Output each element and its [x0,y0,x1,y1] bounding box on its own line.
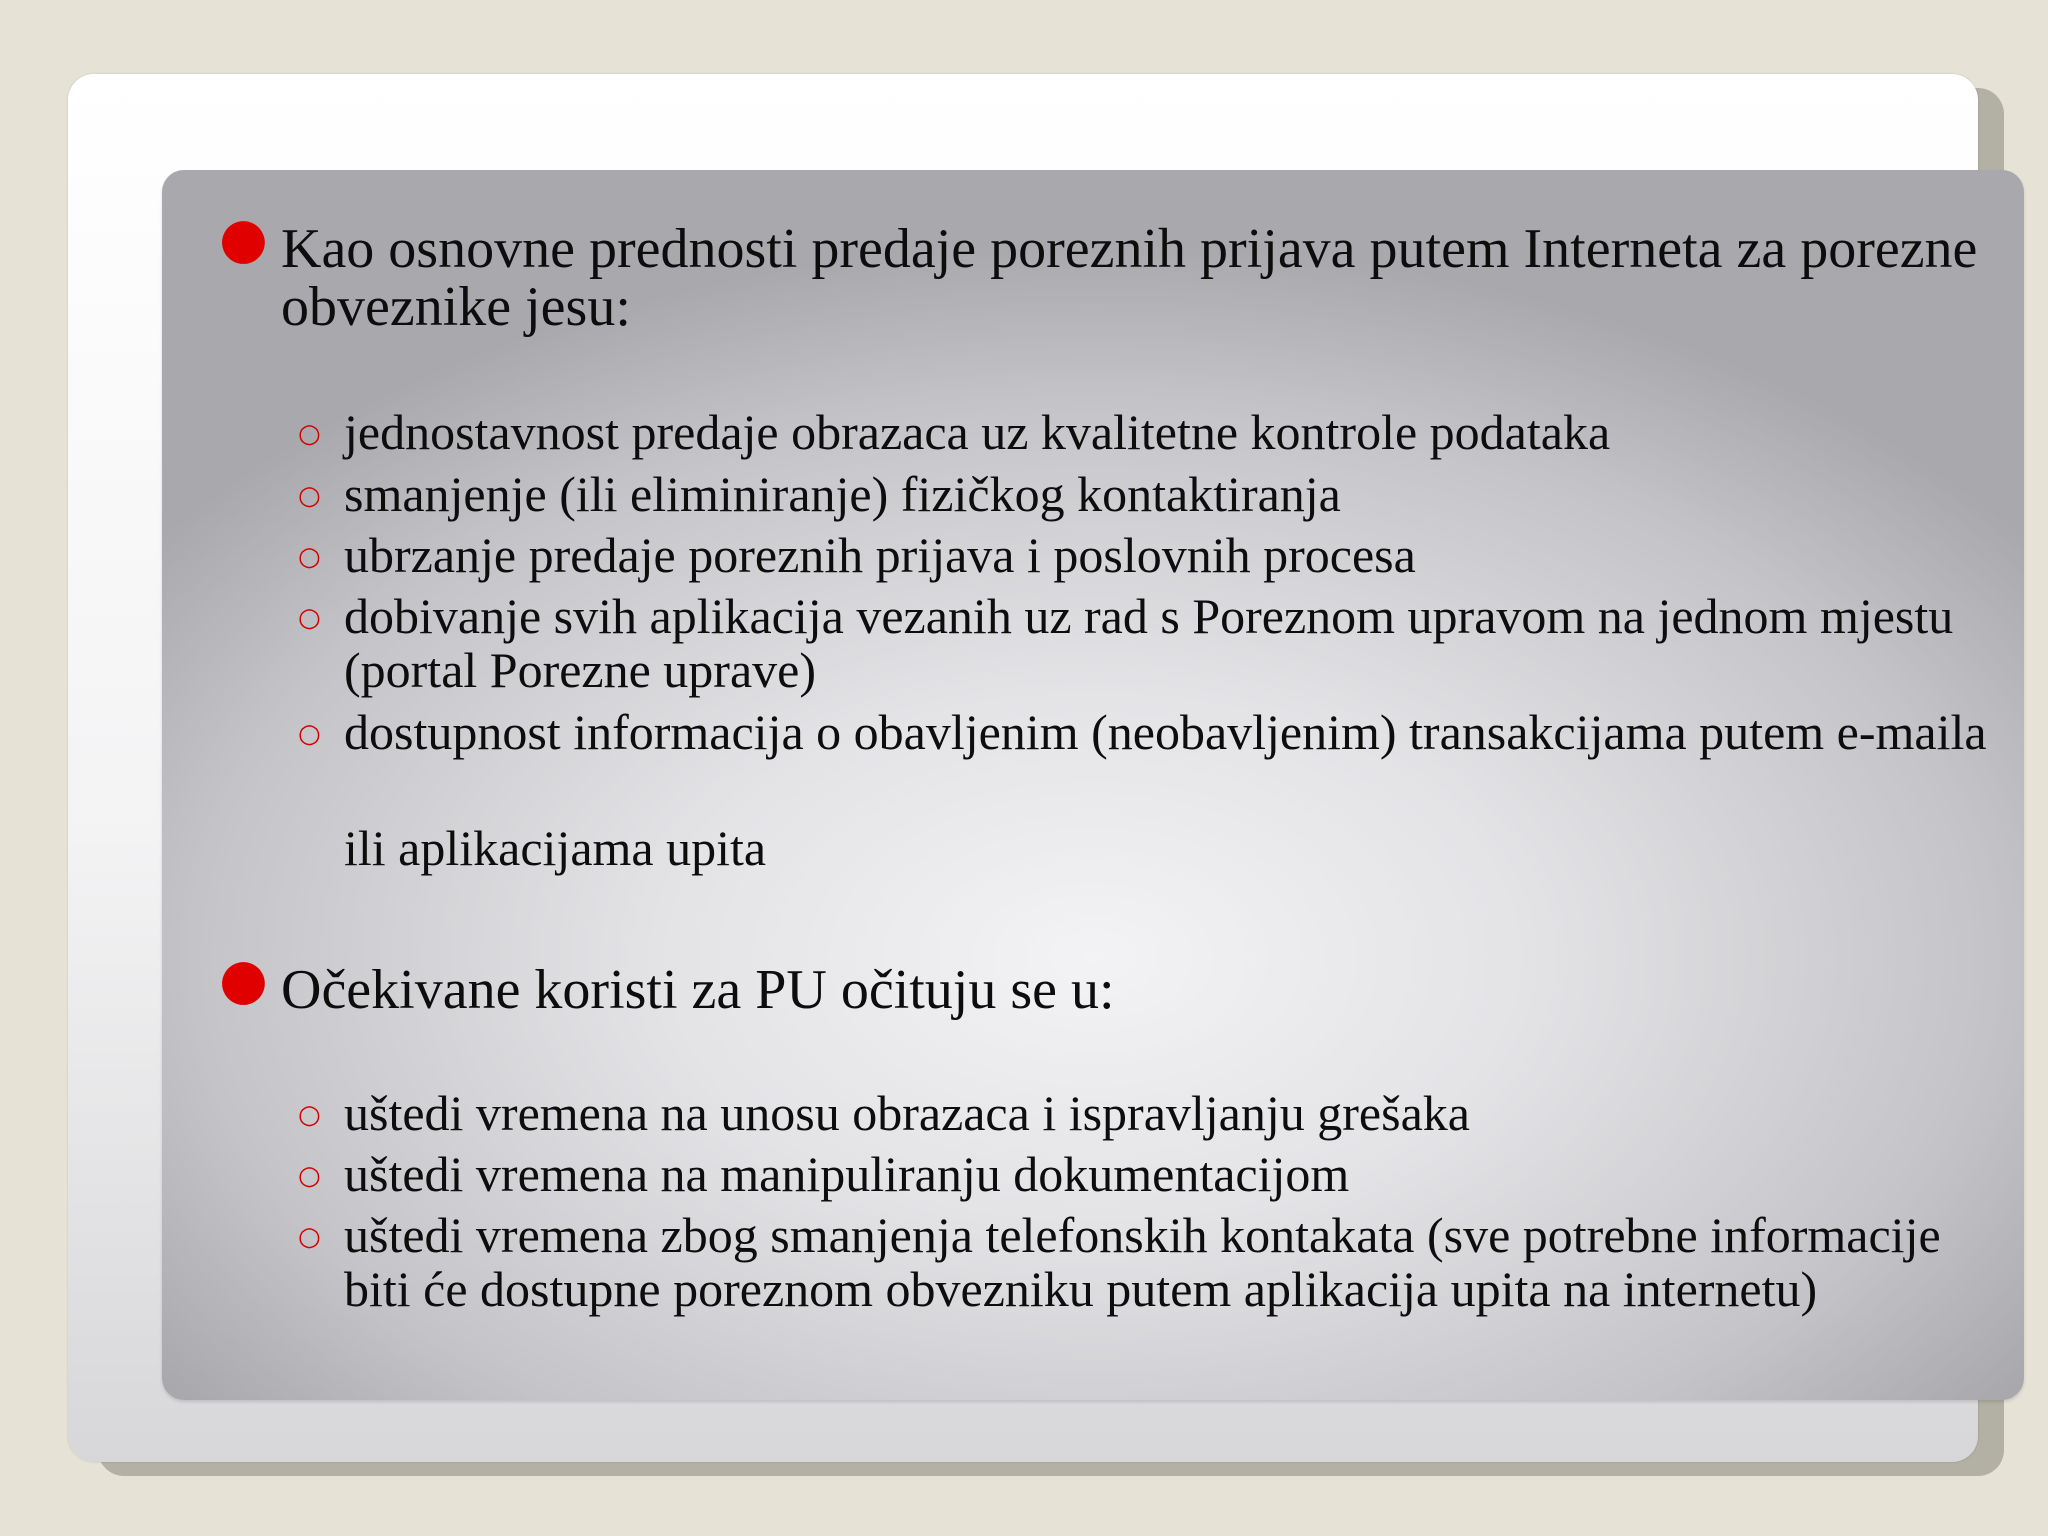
sub-bullet-item [298,1085,1994,1141]
content-panel [162,170,2024,1400]
bullet-text: ili aplikacijama upita [344,820,767,876]
bullet-dot-icon: ● [219,206,268,271]
bullet-list [162,170,2024,1400]
bullet-ring-icon: ○ [298,1222,321,1252]
slide [68,74,1987,1462]
sub-bullet-item [298,1146,1994,1202]
bullet-text: uštedi vremena na unosu obrazaca i ispravljanju grešaka [344,1085,1470,1141]
sub-bullet-continuation [344,821,1994,875]
sub-bullet-item [298,588,1994,698]
sub-bullet-item [298,527,1994,583]
sub-bullet-item [298,466,1994,522]
main-bullet-advantages [219,206,1981,338]
bullet-ring-icon: ○ [298,603,321,633]
bullet-dot-icon: ● [219,947,268,1012]
bullet-ring-icon: ○ [298,419,321,449]
bullet-ring-icon: ○ [298,719,321,749]
main-bullet-benefits [219,947,1981,1021]
bullet-text: uštedi vremena na manipuliranju dokumentacijom [344,1146,1350,1202]
bullet-text: dostupnost informacija o obavljenim (neobavljenim) transakcijama putem e-maila [344,704,1987,760]
bullet-text: ubrzanje predaje poreznih prijava i poslovnih procesa [344,527,1416,583]
bullet-ring-icon: ○ [298,1161,321,1191]
bullet-text: uštedi vremena zbog smanjenja telefonskih kontakata (sve potrebne informacije biti će dostupne poreznom obvezniku putem aplikacija upita na internetu) [344,1207,1941,1317]
bullet-text: jednostavnost predaje obrazaca uz kvalitetne kontrole podataka [344,404,1611,460]
bullet-ring-icon: ○ [298,1100,321,1130]
sub-bullet-item [298,1207,1994,1317]
bullet-text: Očekivane koristi za PU očituju se u: [281,959,1115,1021]
sub-bullet-item [298,404,1994,460]
sub-bullet-item [298,704,1994,760]
bullet-ring-icon: ○ [298,542,321,572]
bullet-ring-icon: ○ [298,481,321,511]
bullet-text: Kao osnovne prednosti predaje poreznih prijava putem Interneta za porezne obveznike jesu: [281,218,1978,338]
bullet-text: smanjenje (ili eliminiranje) fizičkog kontaktiranja [344,466,1341,522]
bullet-text: dobivanje svih aplikacija vezanih uz rad s Poreznom upravom na jednom mjestu (portal Porezne uprave) [344,588,1954,698]
